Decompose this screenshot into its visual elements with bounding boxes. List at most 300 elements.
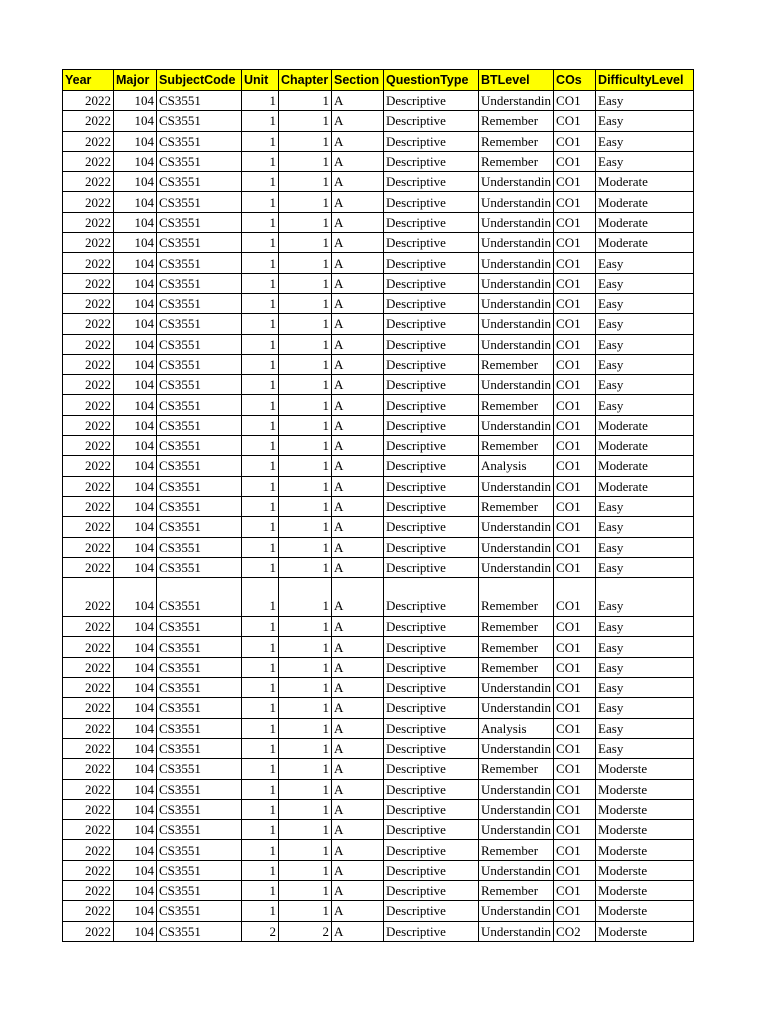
table-cell[interactable]: 1 (242, 759, 279, 779)
table-cell[interactable]: Descriptive (384, 91, 479, 111)
table-cell[interactable]: 2022 (63, 172, 114, 192)
table-cell[interactable]: CS3551 (157, 820, 242, 840)
table-cell[interactable]: Descriptive (384, 880, 479, 900)
table-cell[interactable]: CS3551 (157, 476, 242, 496)
table-cell[interactable]: A (332, 233, 384, 253)
table-cell[interactable]: A (332, 759, 384, 779)
table-cell[interactable]: CS3551 (157, 617, 242, 637)
table-cell[interactable]: A (332, 192, 384, 212)
table-cell[interactable]: CS3551 (157, 880, 242, 900)
table-cell[interactable]: Remember (479, 436, 554, 456)
table-cell[interactable]: CO1 (554, 779, 596, 799)
table-cell[interactable]: Moderate (596, 233, 694, 253)
table-cell[interactable]: 104 (114, 718, 157, 738)
table-cell[interactable]: CO1 (554, 436, 596, 456)
table-cell[interactable]: A (332, 253, 384, 273)
table-cell[interactable]: Easy (596, 334, 694, 354)
table-cell[interactable]: Easy (596, 375, 694, 395)
table-cell[interactable]: Descriptive (384, 678, 479, 698)
table-cell[interactable]: Easy (596, 354, 694, 374)
table-cell[interactable]: 104 (114, 354, 157, 374)
table-cell[interactable]: Descriptive (384, 517, 479, 537)
table-cell[interactable]: CO1 (554, 738, 596, 758)
table-cell[interactable]: 1 (279, 557, 332, 577)
table-cell[interactable]: Descriptive (384, 212, 479, 232)
table-cell[interactable]: Moderate (596, 436, 694, 456)
table-cell[interactable]: Moderste (596, 860, 694, 880)
table-cell[interactable]: 1 (242, 657, 279, 677)
table-cell[interactable]: Descriptive (384, 637, 479, 657)
table-cell[interactable]: 1 (242, 476, 279, 496)
table-cell[interactable]: CO1 (554, 840, 596, 860)
table-cell[interactable]: 104 (114, 131, 157, 151)
table-cell[interactable]: Easy (596, 718, 694, 738)
table-cell[interactable]: Easy (596, 151, 694, 171)
table-cell[interactable]: 1 (242, 131, 279, 151)
table-cell[interactable]: 2022 (63, 151, 114, 171)
table-cell[interactable]: Moderate (596, 212, 694, 232)
table-cell[interactable]: Easy (596, 578, 694, 617)
table-cell[interactable]: 1 (242, 820, 279, 840)
table-cell[interactable]: CO1 (554, 456, 596, 476)
table-cell[interactable]: A (332, 678, 384, 698)
table-cell[interactable]: Descriptive (384, 657, 479, 677)
table-cell[interactable]: 1 (242, 779, 279, 799)
table-cell[interactable]: 1 (242, 212, 279, 232)
table-cell[interactable]: CS3551 (157, 921, 242, 941)
table-cell[interactable]: 1 (279, 192, 332, 212)
table-cell[interactable]: 104 (114, 578, 157, 617)
table-cell[interactable]: A (332, 476, 384, 496)
table-cell[interactable]: 1 (242, 233, 279, 253)
table-cell[interactable]: 2022 (63, 476, 114, 496)
table-cell[interactable]: 2022 (63, 314, 114, 334)
table-cell[interactable]: Moderate (596, 192, 694, 212)
table-cell[interactable]: A (332, 212, 384, 232)
table-cell[interactable]: Understandin (479, 476, 554, 496)
table-cell[interactable]: A (332, 921, 384, 941)
table-cell[interactable]: 1 (279, 375, 332, 395)
table-cell[interactable]: CS3551 (157, 111, 242, 131)
table-cell[interactable]: Understandin (479, 334, 554, 354)
header-cell[interactable]: Major (114, 70, 157, 91)
table-cell[interactable]: A (332, 172, 384, 192)
table-cell[interactable]: 1 (242, 718, 279, 738)
table-cell[interactable]: CS3551 (157, 212, 242, 232)
table-cell[interactable]: Descriptive (384, 233, 479, 253)
table-cell[interactable]: 2022 (63, 131, 114, 151)
table-cell[interactable]: Understandin (479, 537, 554, 557)
table-cell[interactable]: 1 (279, 880, 332, 900)
table-cell[interactable]: A (332, 354, 384, 374)
table-cell[interactable]: 104 (114, 151, 157, 171)
table-cell[interactable]: A (332, 111, 384, 131)
table-cell[interactable]: CS3551 (157, 334, 242, 354)
table-cell[interactable]: Understandin (479, 738, 554, 758)
table-cell[interactable]: 1 (279, 698, 332, 718)
table-cell[interactable]: CO1 (554, 698, 596, 718)
table-cell[interactable]: Remember (479, 131, 554, 151)
table-cell[interactable]: 1 (279, 578, 332, 617)
table-cell[interactable]: CS3551 (157, 840, 242, 860)
table-cell[interactable]: 2022 (63, 212, 114, 232)
table-cell[interactable]: Moderste (596, 820, 694, 840)
table-cell[interactable]: Understandin (479, 212, 554, 232)
table-cell[interactable]: 104 (114, 779, 157, 799)
table-cell[interactable]: CS3551 (157, 698, 242, 718)
table-cell[interactable]: 1 (279, 456, 332, 476)
table-cell[interactable]: Easy (596, 111, 694, 131)
table-cell[interactable]: Moderate (596, 415, 694, 435)
table-cell[interactable]: 1 (279, 436, 332, 456)
table-cell[interactable]: 1 (242, 880, 279, 900)
table-cell[interactable]: Understandin (479, 273, 554, 293)
table-cell[interactable]: Remember (479, 880, 554, 900)
table-cell[interactable]: Moderste (596, 901, 694, 921)
table-cell[interactable]: CO1 (554, 212, 596, 232)
table-cell[interactable]: 2022 (63, 517, 114, 537)
table-cell[interactable]: 1 (279, 759, 332, 779)
table-cell[interactable]: Easy (596, 698, 694, 718)
table-cell[interactable]: Descriptive (384, 436, 479, 456)
table-cell[interactable]: CO1 (554, 718, 596, 738)
header-cell[interactable]: SubjectCode (157, 70, 242, 91)
table-cell[interactable]: Descriptive (384, 496, 479, 516)
table-cell[interactable]: Descriptive (384, 820, 479, 840)
table-cell[interactable]: 2022 (63, 334, 114, 354)
table-cell[interactable]: Descriptive (384, 273, 479, 293)
table-cell[interactable]: Understandin (479, 678, 554, 698)
table-cell[interactable]: 2022 (63, 901, 114, 921)
table-cell[interactable]: A (332, 496, 384, 516)
table-cell[interactable]: 104 (114, 921, 157, 941)
table-cell[interactable]: Descriptive (384, 415, 479, 435)
table-cell[interactable]: Descriptive (384, 759, 479, 779)
table-cell[interactable]: Easy (596, 657, 694, 677)
table-cell[interactable]: 1 (279, 354, 332, 374)
table-cell[interactable]: CS3551 (157, 131, 242, 151)
table-cell[interactable]: Understandin (479, 517, 554, 537)
table-cell[interactable]: CS3551 (157, 253, 242, 273)
table-cell[interactable]: 1 (242, 334, 279, 354)
table-cell[interactable]: 1 (242, 293, 279, 313)
table-cell[interactable]: CS3551 (157, 395, 242, 415)
table-cell[interactable]: Moderste (596, 840, 694, 860)
table-cell[interactable]: Easy (596, 738, 694, 758)
table-cell[interactable]: 2022 (63, 436, 114, 456)
table-cell[interactable]: Descriptive (384, 151, 479, 171)
table-cell[interactable]: CS3551 (157, 192, 242, 212)
table-cell[interactable]: Understandin (479, 860, 554, 880)
table-cell[interactable]: 1 (242, 698, 279, 718)
table-cell[interactable]: Analysis (479, 456, 554, 476)
table-cell[interactable]: Remember (479, 617, 554, 637)
table-cell[interactable]: 1 (279, 840, 332, 860)
table-cell[interactable]: Descriptive (384, 718, 479, 738)
table-cell[interactable]: 1 (242, 799, 279, 819)
table-cell[interactable]: Descriptive (384, 901, 479, 921)
table-cell[interactable]: 1 (279, 395, 332, 415)
table-cell[interactable]: 2022 (63, 921, 114, 941)
table-cell[interactable]: 1 (279, 334, 332, 354)
table-cell[interactable]: Easy (596, 678, 694, 698)
table-cell[interactable]: 2022 (63, 537, 114, 557)
table-cell[interactable]: A (332, 537, 384, 557)
table-cell[interactable]: CS3551 (157, 456, 242, 476)
table-cell[interactable]: Easy (596, 517, 694, 537)
table-cell[interactable]: 2022 (63, 415, 114, 435)
table-cell[interactable]: 104 (114, 375, 157, 395)
table-cell[interactable]: 2 (279, 921, 332, 941)
table-cell[interactable]: Easy (596, 637, 694, 657)
table-cell[interactable]: 1 (279, 779, 332, 799)
table-cell[interactable]: Easy (596, 253, 694, 273)
table-cell[interactable]: 1 (279, 415, 332, 435)
table-cell[interactable]: 104 (114, 799, 157, 819)
table-cell[interactable]: A (332, 131, 384, 151)
table-cell[interactable]: Understandin (479, 293, 554, 313)
table-cell[interactable]: CO1 (554, 293, 596, 313)
table-cell[interactable]: CO1 (554, 860, 596, 880)
table-cell[interactable]: Understandin (479, 172, 554, 192)
table-cell[interactable]: 104 (114, 212, 157, 232)
table-cell[interactable]: 104 (114, 456, 157, 476)
table-cell[interactable]: Remember (479, 657, 554, 677)
header-cell[interactable]: Unit (242, 70, 279, 91)
table-cell[interactable]: 1 (242, 537, 279, 557)
table-cell[interactable]: 1 (279, 233, 332, 253)
table-cell[interactable]: 1 (279, 657, 332, 677)
table-cell[interactable]: Analysis (479, 718, 554, 738)
table-cell[interactable]: Easy (596, 557, 694, 577)
table-cell[interactable]: 104 (114, 657, 157, 677)
table-cell[interactable]: Descriptive (384, 617, 479, 637)
table-cell[interactable]: 2022 (63, 738, 114, 758)
table-cell[interactable]: CS3551 (157, 172, 242, 192)
table-cell[interactable]: 104 (114, 901, 157, 921)
table-cell[interactable]: A (332, 334, 384, 354)
table-cell[interactable]: 1 (242, 860, 279, 880)
table-cell[interactable]: 2022 (63, 192, 114, 212)
table-cell[interactable]: 1 (242, 637, 279, 657)
table-cell[interactable]: Remember (479, 496, 554, 516)
table-cell[interactable]: CO1 (554, 131, 596, 151)
table-cell[interactable]: 104 (114, 860, 157, 880)
table-cell[interactable]: 1 (279, 476, 332, 496)
table-cell[interactable]: Understandin (479, 233, 554, 253)
table-cell[interactable]: 104 (114, 334, 157, 354)
table-cell[interactable]: CO1 (554, 273, 596, 293)
table-cell[interactable]: 1 (242, 395, 279, 415)
table-cell[interactable]: CS3551 (157, 799, 242, 819)
table-cell[interactable]: 2022 (63, 233, 114, 253)
table-cell[interactable]: 104 (114, 698, 157, 718)
table-cell[interactable]: 104 (114, 192, 157, 212)
table-cell[interactable]: 1 (279, 860, 332, 880)
table-cell[interactable]: 1 (242, 840, 279, 860)
table-cell[interactable]: 2 (242, 921, 279, 941)
table-cell[interactable]: Remember (479, 637, 554, 657)
table-cell[interactable]: Moderste (596, 921, 694, 941)
table-cell[interactable]: CS3551 (157, 637, 242, 657)
table-cell[interactable]: A (332, 314, 384, 334)
table-cell[interactable]: Descriptive (384, 840, 479, 860)
table-cell[interactable]: 1 (242, 901, 279, 921)
header-cell[interactable]: Year (63, 70, 114, 91)
table-cell[interactable]: 2022 (63, 111, 114, 131)
table-cell[interactable]: Understandin (479, 314, 554, 334)
table-cell[interactable]: 2022 (63, 456, 114, 476)
table-cell[interactable]: 104 (114, 840, 157, 860)
table-cell[interactable]: A (332, 375, 384, 395)
table-cell[interactable]: A (332, 718, 384, 738)
table-cell[interactable]: CS3551 (157, 557, 242, 577)
table-cell[interactable]: A (332, 637, 384, 657)
table-cell[interactable]: 1 (279, 131, 332, 151)
table-cell[interactable]: Moderste (596, 759, 694, 779)
table-cell[interactable]: 1 (242, 91, 279, 111)
table-cell[interactable]: Remember (479, 111, 554, 131)
table-cell[interactable]: Easy (596, 314, 694, 334)
table-cell[interactable]: 1 (242, 314, 279, 334)
table-cell[interactable]: CO1 (554, 557, 596, 577)
table-cell[interactable]: 1 (242, 617, 279, 637)
table-cell[interactable]: CS3551 (157, 496, 242, 516)
table-cell[interactable]: 2022 (63, 637, 114, 657)
table-cell[interactable]: CO1 (554, 151, 596, 171)
table-cell[interactable]: CO1 (554, 799, 596, 819)
table-cell[interactable]: 1 (242, 678, 279, 698)
table-cell[interactable]: 1 (242, 415, 279, 435)
table-cell[interactable]: Descriptive (384, 131, 479, 151)
table-cell[interactable]: A (332, 799, 384, 819)
table-cell[interactable]: 1 (279, 617, 332, 637)
table-cell[interactable]: CS3551 (157, 779, 242, 799)
table-cell[interactable]: 104 (114, 617, 157, 637)
table-cell[interactable]: Moderate (596, 476, 694, 496)
table-cell[interactable]: CO1 (554, 395, 596, 415)
table-cell[interactable]: CO1 (554, 192, 596, 212)
table-cell[interactable]: 104 (114, 476, 157, 496)
table-cell[interactable]: 104 (114, 880, 157, 900)
table-cell[interactable]: CS3551 (157, 718, 242, 738)
table-cell[interactable]: Easy (596, 91, 694, 111)
table-cell[interactable]: 2022 (63, 678, 114, 698)
table-cell[interactable]: 1 (279, 496, 332, 516)
table-cell[interactable]: CO1 (554, 657, 596, 677)
table-cell[interactable]: 1 (279, 678, 332, 698)
table-cell[interactable]: 1 (242, 375, 279, 395)
table-cell[interactable]: Descriptive (384, 476, 479, 496)
table-cell[interactable]: CS3551 (157, 233, 242, 253)
table-cell[interactable]: A (332, 657, 384, 677)
table-cell[interactable]: 1 (279, 901, 332, 921)
table-cell[interactable]: 104 (114, 172, 157, 192)
header-cell[interactable]: QuestionType (384, 70, 479, 91)
table-cell[interactable]: CS3551 (157, 354, 242, 374)
table-cell[interactable]: CO1 (554, 901, 596, 921)
table-cell[interactable]: 1 (279, 91, 332, 111)
table-cell[interactable]: 1 (242, 436, 279, 456)
table-cell[interactable]: Descriptive (384, 921, 479, 941)
table-cell[interactable]: A (332, 860, 384, 880)
table-cell[interactable]: Descriptive (384, 253, 479, 273)
header-cell[interactable]: Section (332, 70, 384, 91)
table-cell[interactable]: 1 (279, 273, 332, 293)
table-cell[interactable]: Descriptive (384, 799, 479, 819)
table-cell[interactable]: Understandin (479, 192, 554, 212)
table-cell[interactable]: 104 (114, 537, 157, 557)
table-cell[interactable]: CO1 (554, 678, 596, 698)
table-cell[interactable]: 104 (114, 496, 157, 516)
table-cell[interactable]: 1 (242, 273, 279, 293)
table-cell[interactable]: Descriptive (384, 537, 479, 557)
table-cell[interactable]: 104 (114, 233, 157, 253)
table-cell[interactable]: A (332, 436, 384, 456)
table-cell[interactable]: CO1 (554, 537, 596, 557)
table-cell[interactable]: 2022 (63, 91, 114, 111)
table-cell[interactable]: 2022 (63, 880, 114, 900)
table-cell[interactable]: Easy (596, 617, 694, 637)
table-cell[interactable]: 2022 (63, 354, 114, 374)
table-cell[interactable]: A (332, 738, 384, 758)
table-cell[interactable]: A (332, 395, 384, 415)
table-cell[interactable]: 1 (279, 253, 332, 273)
table-cell[interactable]: 1 (279, 314, 332, 334)
table-cell[interactable]: Remember (479, 151, 554, 171)
table-cell[interactable]: 1 (242, 456, 279, 476)
table-cell[interactable]: Understandin (479, 698, 554, 718)
table-cell[interactable]: Moderate (596, 172, 694, 192)
table-cell[interactable]: CO1 (554, 314, 596, 334)
table-cell[interactable]: 104 (114, 111, 157, 131)
table-cell[interactable]: A (332, 273, 384, 293)
table-cell[interactable]: 1 (242, 738, 279, 758)
table-cell[interactable]: Understandin (479, 253, 554, 273)
table-cell[interactable]: 104 (114, 273, 157, 293)
table-cell[interactable]: 104 (114, 91, 157, 111)
table-cell[interactable]: Descriptive (384, 111, 479, 131)
table-cell[interactable]: Understandin (479, 820, 554, 840)
table-cell[interactable]: Easy (596, 131, 694, 151)
table-cell[interactable]: 1 (279, 111, 332, 131)
table-cell[interactable]: A (332, 698, 384, 718)
table-cell[interactable]: Moderste (596, 779, 694, 799)
table-cell[interactable]: A (332, 880, 384, 900)
table-cell[interactable]: A (332, 456, 384, 476)
table-cell[interactable]: 2022 (63, 840, 114, 860)
table-cell[interactable]: 104 (114, 557, 157, 577)
table-cell[interactable]: Descriptive (384, 314, 479, 334)
table-cell[interactable]: Easy (596, 293, 694, 313)
table-cell[interactable]: 104 (114, 293, 157, 313)
table-cell[interactable]: A (332, 840, 384, 860)
table-cell[interactable]: 2022 (63, 860, 114, 880)
table-cell[interactable]: CO1 (554, 172, 596, 192)
table-cell[interactable]: Understandin (479, 779, 554, 799)
table-cell[interactable]: 2022 (63, 657, 114, 677)
table-cell[interactable]: 104 (114, 820, 157, 840)
table-cell[interactable]: 2022 (63, 718, 114, 738)
table-cell[interactable]: 1 (242, 517, 279, 537)
table-cell[interactable]: 2022 (63, 557, 114, 577)
table-cell[interactable]: 104 (114, 517, 157, 537)
table-cell[interactable]: 104 (114, 253, 157, 273)
table-cell[interactable]: CS3551 (157, 517, 242, 537)
table-cell[interactable]: 1 (279, 172, 332, 192)
table-cell[interactable]: Descriptive (384, 738, 479, 758)
table-cell[interactable]: 1 (279, 820, 332, 840)
